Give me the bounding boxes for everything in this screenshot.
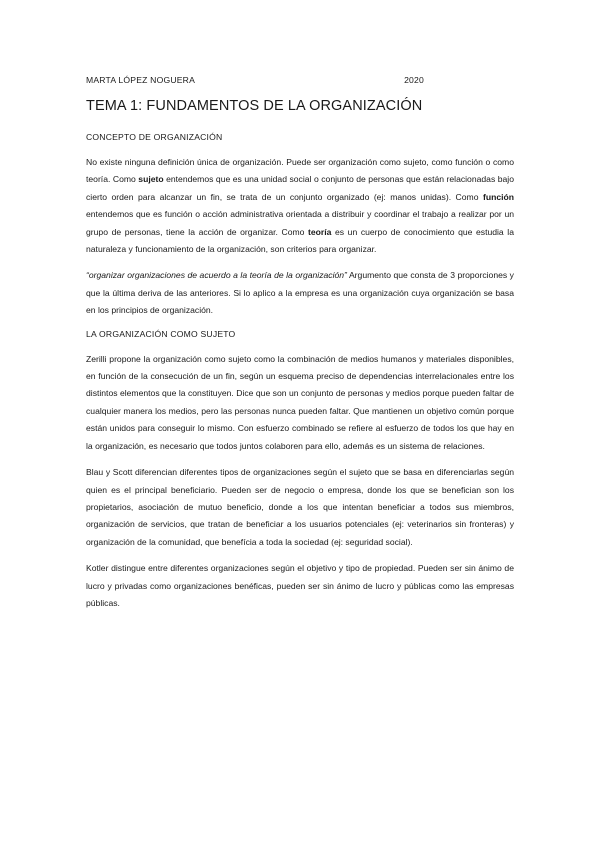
page-title: TEMA 1: FUNDAMENTOS DE LA ORGANIZACIÓN bbox=[86, 98, 423, 114]
text-run: entendemos que es una unidad social o conjunto de personas que están relacionadas bajo cierto orden para alcanzar un fin, se trata de un conjunto organizado (ej: manos unidas). Como bbox=[86, 174, 514, 202]
bold-term-teoria: teoría bbox=[308, 226, 332, 237]
paragraph-zerilli: Zerilli propone la organización como sujeto como la combinación de medios humanos y materiales disponibles, en función de la consecución de un fin, según un esquema preciso de dependencias interrelacionales entre los distintos elementos que la constituyen. Dice que son un conjunto de personas y medios porque pueden faltar de cualquier manera los medios, pero las personas nunca pueden faltar. Que mantienen un objetivo común porque están unidos para conseguir lo mismo. Con esfuerzo combinado se refiere al esfuerzo de todos los que hay en la organización, es necesario que todos juntos colaboren para ello, además es un sistema de relaciones. bbox=[86, 353, 514, 451]
paragraph-blau-scott: Blau y Scott diferencian diferentes tipos de organizaciones según el sujeto que se basa en diferenciarlas según quien es el principal beneficiario. Pueden ser de negocio o empresa, donde los que se benefician son los propietarios, asociación de mutuo beneficio, donde a los que intentan beneficiar a todos sus miembros, organización de servicios, que tratan de beneficiar a los usuarios potenciales (ej: veterinarios sin fronteras) y organización de la comunidad, que benefícia a toda la sociedad (ej: seguridad social). bbox=[86, 467, 514, 547]
text-run: Argumento que consta de 3 proporciones y que la última deriva de las anteriores. Si lo aplico a la empresa es una organización cuya organización se basa en los principios de organización. bbox=[86, 270, 514, 316]
bold-term-funcion: función bbox=[482, 191, 514, 202]
paragraph-kotler: Kotler distingue entre diferentes organizaciones según el objetivo y tipo de propiedad. Pueden ser sin ánimo de lucro y privadas como organizaciones benéficas, pueden ser sin ánimo de lucro y públicas como las empresas públicas. bbox=[86, 563, 514, 608]
italic-quote: “organizar organizaciones de acuerdo a la teoría de la organización” bbox=[86, 270, 347, 281]
section-heading-sujeto: LA ORGANIZACIÓN COMO SUJETO bbox=[86, 328, 236, 339]
paragraph-definicion bbox=[86, 154, 514, 258]
section-heading-concepto: CONCEPTO DE ORGANIZACIÓN bbox=[86, 132, 223, 142]
author-name: MARTA LÓPEZ NOGUERA bbox=[86, 75, 196, 85]
bold-term-sujeto: sujeto bbox=[138, 174, 164, 185]
page-header bbox=[86, 75, 514, 85]
text-run: es un cuerpo de conocimiento que estudia la naturaleza y funcionamiento de la organización, son criterios para organizar. bbox=[86, 226, 514, 255]
document-body bbox=[86, 132, 514, 612]
text-run: No existe ninguna definición única de organización. Puede ser organización como sujeto, como función o como teoría. Como bbox=[86, 157, 514, 185]
header-year: 2020 bbox=[404, 75, 424, 85]
paragraph-argumento bbox=[86, 267, 514, 319]
text-run: entendemos que es función o acción administrativa orientada a distribuir y coordinar el trabajo a realizar por un grupo de personas, tiene la acción de organizar. Como bbox=[86, 209, 514, 237]
